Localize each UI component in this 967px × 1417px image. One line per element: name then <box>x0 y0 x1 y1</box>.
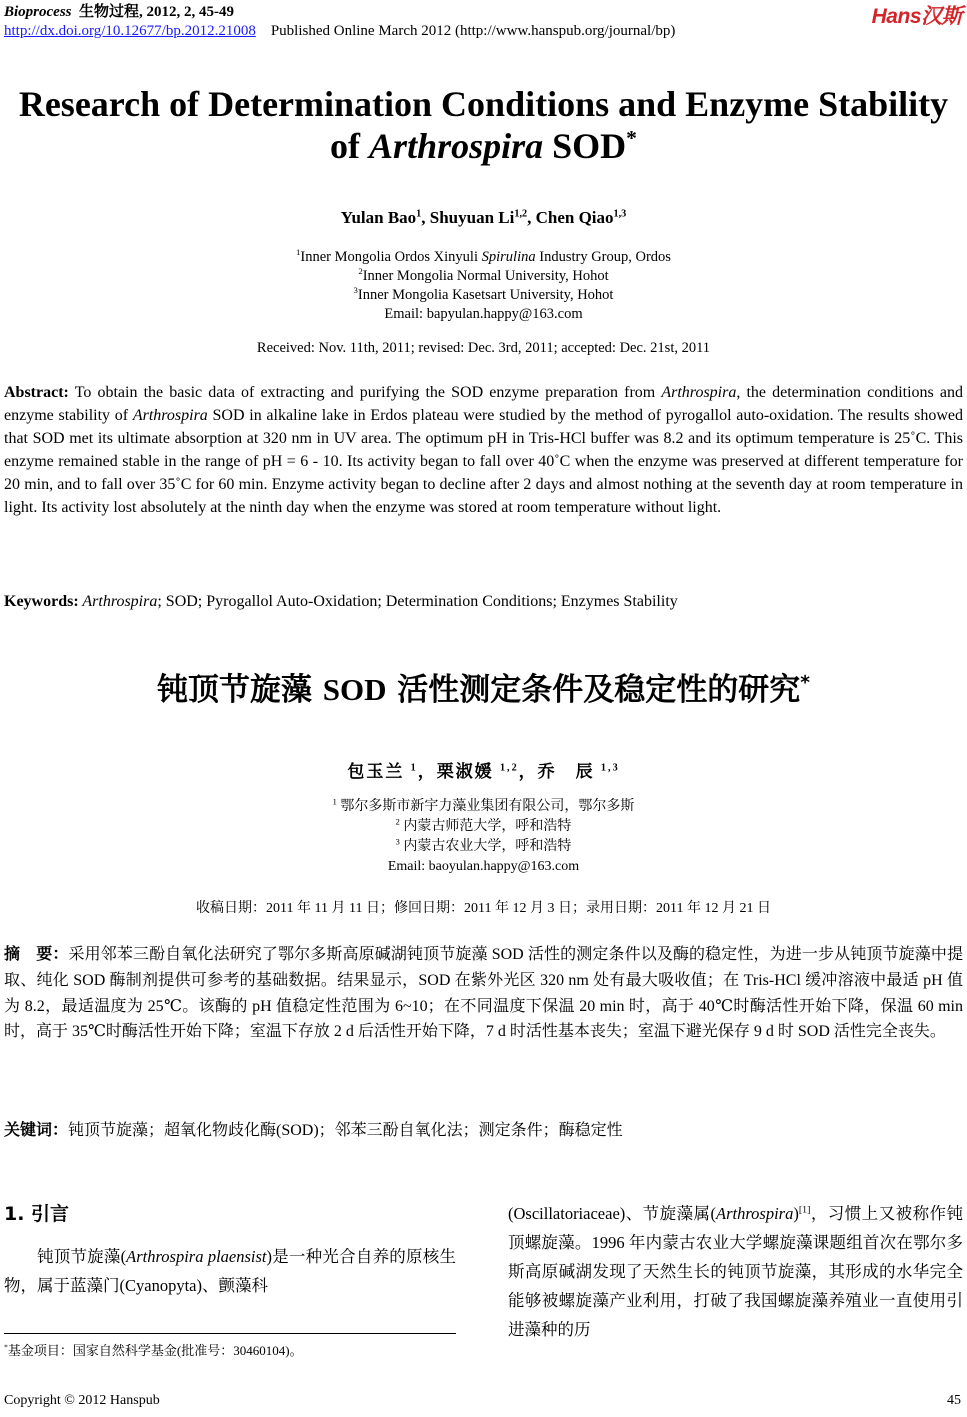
page-number: 45 <box>947 1393 961 1408</box>
keywords-label: Keywords: <box>4 593 79 610</box>
title-line-1: Research of Determination Conditions and Enzyme Stability <box>18 84 949 124</box>
authors-en: Yulan Bao$^1$, Shuyuan Li$^{1,2}$, Chen Qiao$^{1,3}$ <box>340 208 627 227</box>
abstract-cn: 摘 要：采用邻苯三酚自氧化法研究了鄂尔多斯高原碱湖钝顶节旋藻 SOD 活性的测定条件以及酶的稳定性，为进一步从钝顶节旋藻中提取、纯化 SOD 酶制剂提供可参考的基础数据。结果显示，SOD 在紫外光区 320 nm 处有最大吸收值；在 Tris-HCl 缓冲溶液中最适 pH 值为 8.2，最适温度为 25℃。该酶的 pH 值稳定性范围为 6~10；在不同温度下保温 20 min 时，高于 40℃时酶活性开始下降，保温 60 min 时，高于 35℃时酶活性开始下降；室温下存放 2 d 后活性开始下降，7 d 时活性基本丧失；室温下避光保存 9 d 时 SOD 活性完全丧失。 <box>4 944 963 1041</box>
affiliation-3: $^3$Inner Mongolia Kasetsart University, Hohot <box>353 285 614 303</box>
keywords-en: Keywords: Arthrospira; SOD; Pyrogallol Auto-Oxidation; Determination Conditions; Enzymes Stability <box>4 593 678 610</box>
author: Shuyuan Li <box>429 208 515 227</box>
abstract-en: Abstract: To obtain the basic data of extracting and purifying the SOD enzyme preparation from Arthrospira, the determination conditions and enzyme stability of Arthrospira SOD in alkaline lake in Erdos plateau were studied by the method of pyrogallol auto-oxidation. The results showed that SOD met its ultimate absorption at 320 nm in UV area. The optimum pH in Tris-HCl buffer was 8.2 and its optimum temperature is 25˚C. This enzyme remained stable in the range of pH = 6 - 10. Its activity began to fall over 40˚C when the enzyme was preserved at different temperature for 20 min, and to fall over 35˚C for 60 min. Enzyme activity began to decline after 2 days and almost nothing at the seventh day at room temperature in light. Its activity lost absolutely at the ninth day when the enzyme was stored at room temperature without light. <box>4 384 964 516</box>
citation: , 2012, 2, 45-49 <box>139 4 235 20</box>
citation-ref[interactable]: [1] <box>798 1204 811 1216</box>
journal-name: Bioprocess <box>4 4 72 20</box>
affiliation-cn-2: $^2$ 内蒙古师范大学，呼和浩特 <box>395 817 572 834</box>
journal-name-cn: 生物过程 <box>79 4 140 20</box>
keywords-cn: 关键词：钝顶节旋藻；超氧化物歧化酶(SOD)；邻苯三酚自氧化法；测定条件；酶稳定性 <box>4 1120 623 1139</box>
published-info: Published Online March 2012 (http://www.hanspub.org/journal/bp) <box>270 23 676 39</box>
received-dates-en: Received: Nov. 11th, 2011; revised: Dec. 3rd, 2011; accepted: Dec. 21st, 2011 <box>256 340 711 356</box>
hans-logo: Hans汉斯 <box>871 5 962 28</box>
email-cn: Email: baoyulan.happy@163.com <box>387 859 580 874</box>
title-line-2: of Arthrospira SOD* <box>330 126 637 166</box>
paper-title-en <box>0 83 967 167</box>
affiliation-cn-1: $^1$ 鄂尔多斯市新宇力藻业集团有限公司，鄂尔多斯 <box>332 797 635 814</box>
author: Yulan Bao <box>340 208 417 227</box>
affiliation-1: $^1$Inner Mongolia Ordos Xinyuli Spirulina Industry Group, Ordos <box>296 247 671 265</box>
affiliation-2: $^2$Inner Mongolia Normal University, Hohot <box>358 266 609 284</box>
footnote: *基金项目：国家自然科学基金(批准号：30460104)。 <box>4 1342 303 1358</box>
email-en: Email: bapyulan.happy@163.com <box>384 306 583 322</box>
abstract-cn-label: 摘 要： <box>4 944 69 963</box>
body-right-column: (Oscillatoriaceae)、节旋藻属(Arthrospira)[1]，习惯上又被称作钝顶螺旋藻。1996 年内蒙古农业大学螺旋藻课题组首次在鄂尔多斯高原碱湖发现了天然生长的钝顶节旋藻，其形成的水华完全能够被螺旋藻产业利用，打破了我国螺旋藻养殖业一直使用引进藻种的历 <box>508 1204 963 1339</box>
keywords-cn-label: 关键词： <box>4 1120 69 1139</box>
abstract-label: Abstract: <box>4 384 69 401</box>
author: Chen Qiao <box>535 208 614 227</box>
section-heading: 1. 引言 <box>4 1203 70 1225</box>
body-left-column: 钝顶节旋藻(Arthrospira plaensist)是一种光合自养的原核生物，属于蓝藻门(Cyanopyta)、颤藻科 <box>4 1247 456 1295</box>
affiliations-cn <box>0 797 967 877</box>
received-dates-cn: 收稿日期：2011 年 11 月 11 日；修回日期：2011 年 12 月 3 日；录用日期：2011 年 12 月 21 日 <box>196 901 771 916</box>
authors-cn: 包玉兰 $^1$，栗淑媛 $^{1,2}$，乔 辰 $^{1,3}$ <box>347 762 620 781</box>
running-header <box>4 3 234 21</box>
copyright: Copyright © 2012 Hanspub <box>4 1393 160 1408</box>
footnote-rule <box>4 1333 456 1334</box>
affiliations-en <box>0 248 967 324</box>
doi-line <box>4 23 675 40</box>
doi-link[interactable]: http://dx.doi.org/10.12677/bp.2012.21008 <box>4 23 256 39</box>
paper-title-cn: 钝顶节旋藻 SOD 活性测定条件及稳定性的研究* <box>156 672 811 708</box>
affiliation-cn-3: $^3$ 内蒙古农业大学，呼和浩特 <box>395 837 572 854</box>
